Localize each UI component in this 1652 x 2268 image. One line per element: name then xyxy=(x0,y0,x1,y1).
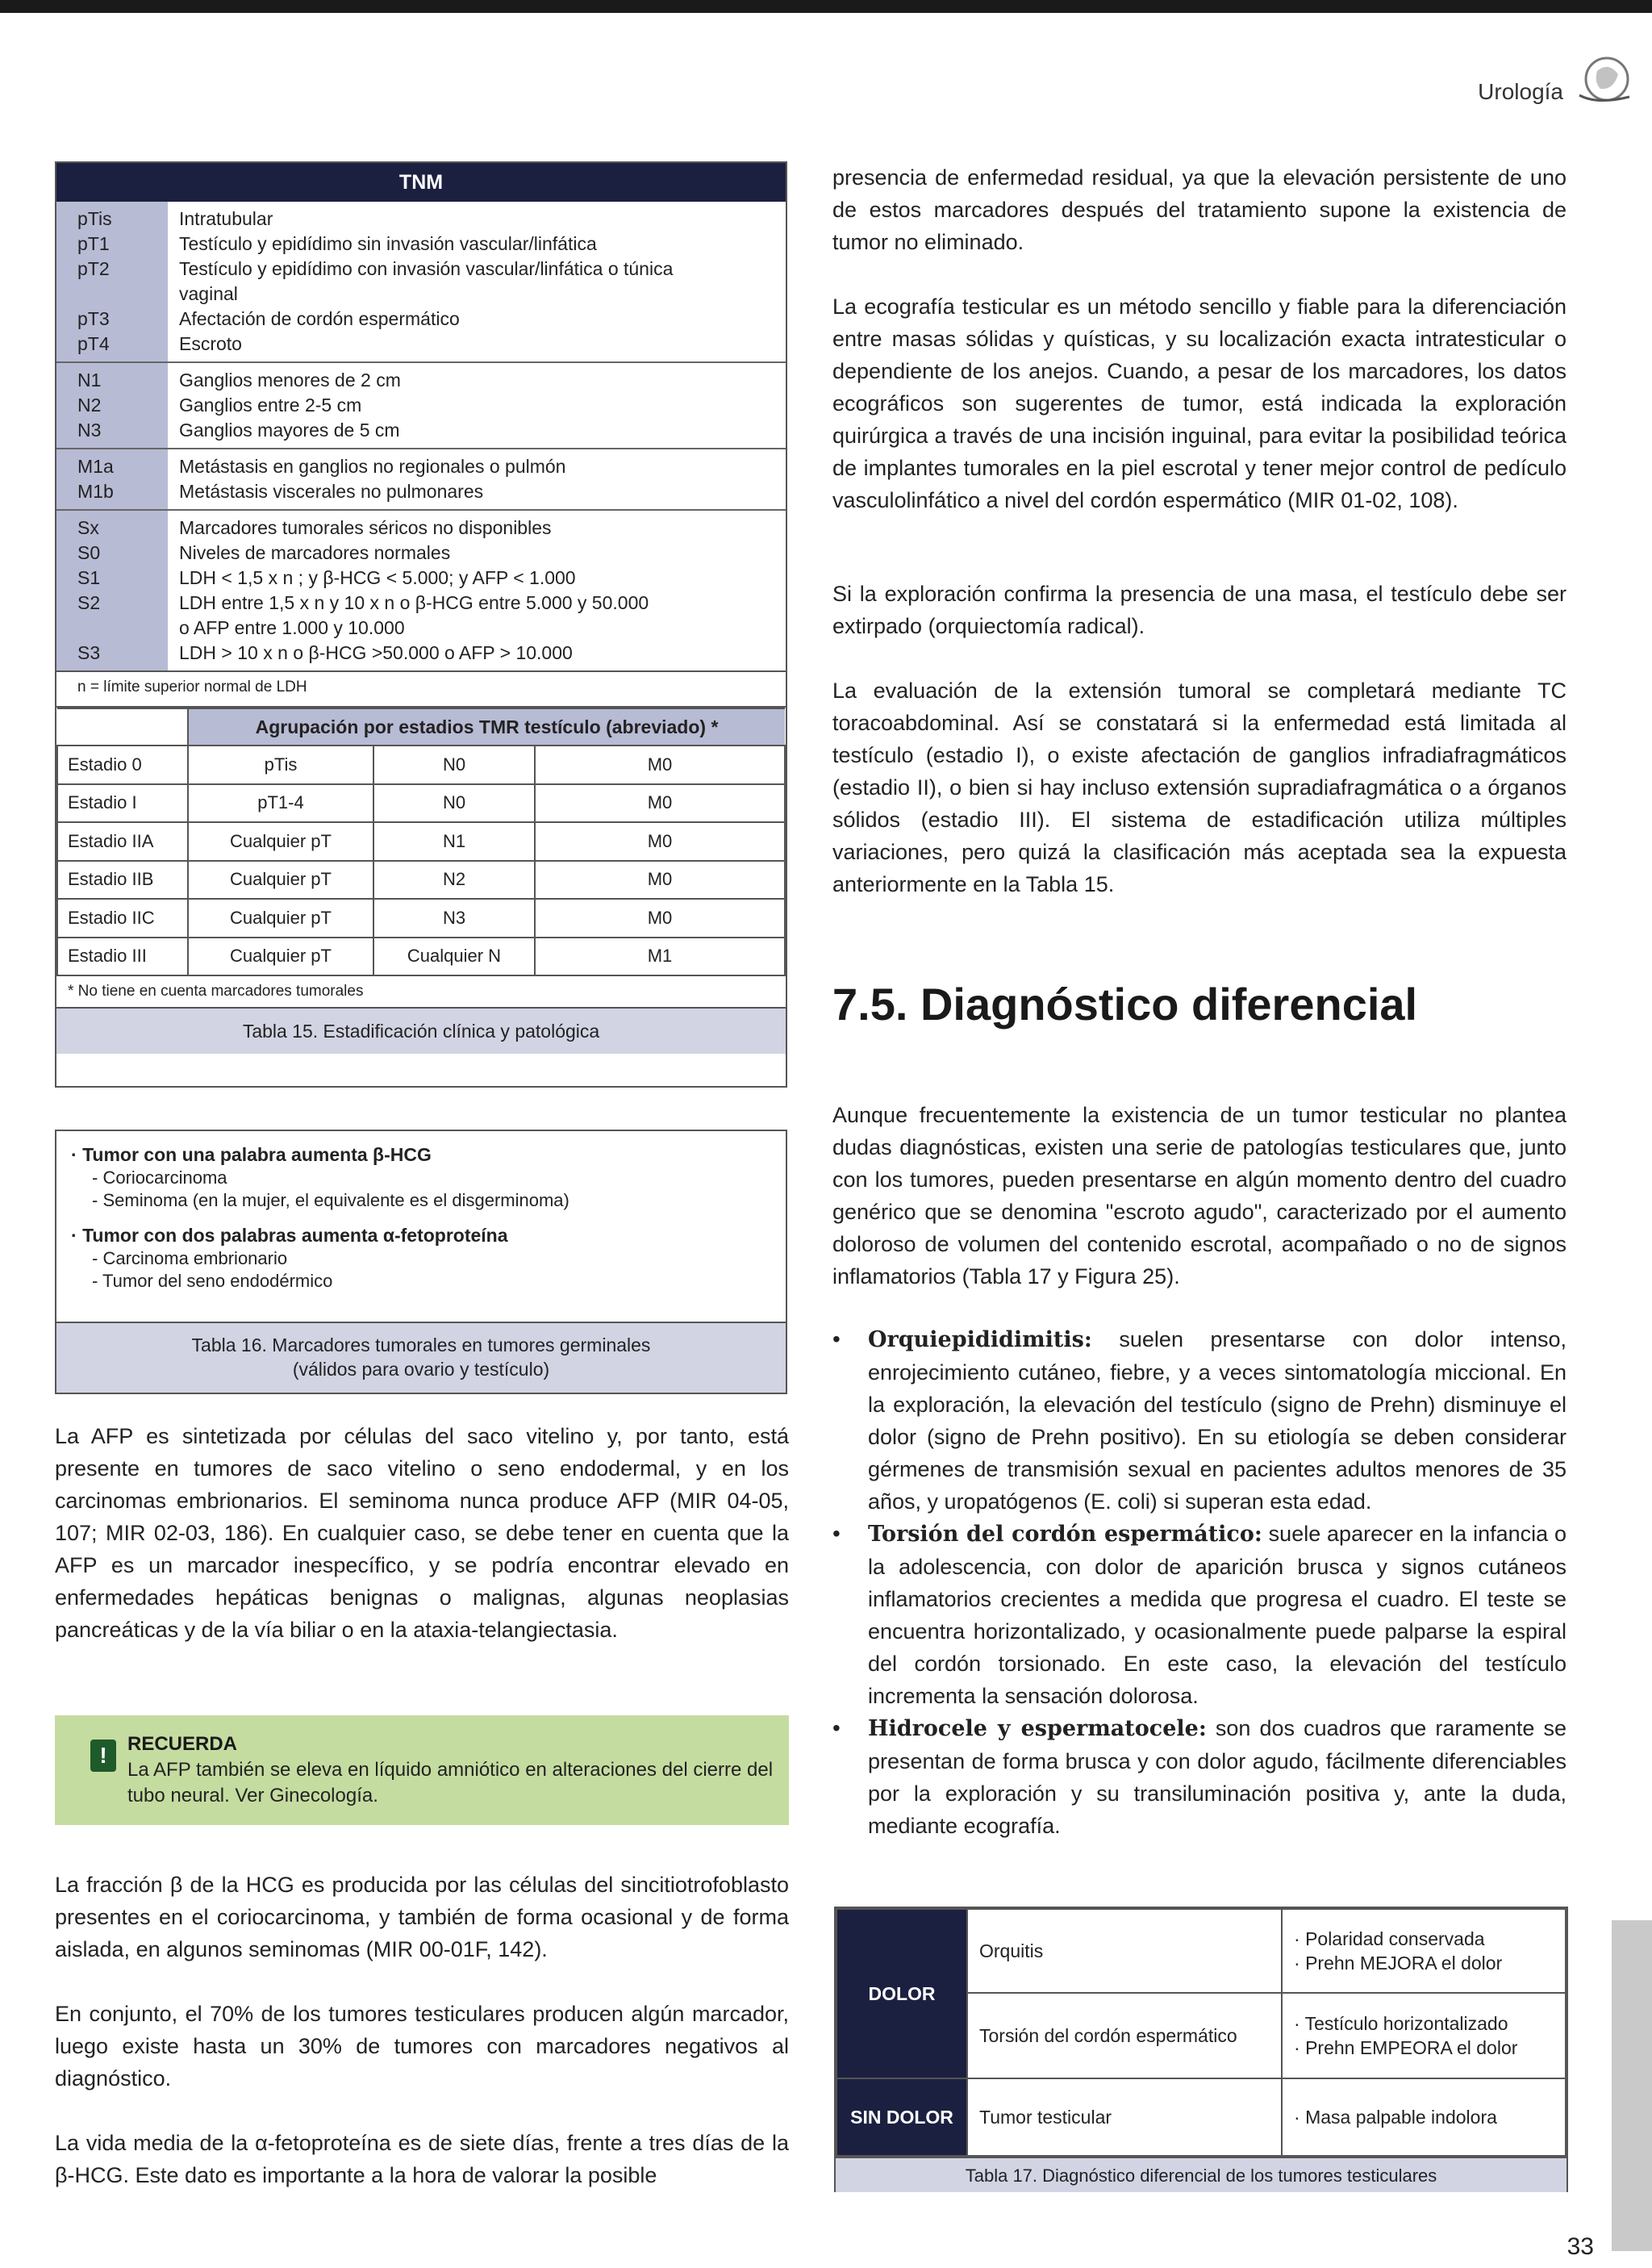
decorative-logo-icon xyxy=(1573,47,1637,111)
stage-cell: Estadio IIC xyxy=(57,899,188,938)
tnm-desc: LDH < 1,5 x n ; y β-HCG < 5.000; y AFP < 1.000 xyxy=(179,567,576,588)
table-row xyxy=(57,899,785,938)
stage-cell: Estadio IIA xyxy=(57,822,188,861)
tnm-desc: Ganglios menores de 2 cm xyxy=(179,370,401,391)
tnm-code: pTis xyxy=(77,208,112,229)
stage-cell: N0 xyxy=(373,784,535,823)
stage-cell: M0 xyxy=(535,822,785,861)
table-row xyxy=(57,861,785,900)
tnm-group-t xyxy=(56,202,786,361)
table-row xyxy=(836,1909,1566,1993)
tnm-code: pT2 xyxy=(77,258,110,279)
stage-cell: N3 xyxy=(373,899,535,938)
marker-item: - Tumor del seno endodérmico xyxy=(92,1271,333,1291)
stage-cell: M0 xyxy=(535,784,785,823)
stage-cell: Cualquier N xyxy=(373,938,535,976)
side-tab xyxy=(1612,1920,1652,2251)
stage-cell: Estadio I xyxy=(57,784,188,823)
tnm-note: n = límite superior normal de LDH xyxy=(56,672,786,708)
stage-cell: pTis xyxy=(188,746,373,784)
tnm-code: N1 xyxy=(77,370,102,391)
top-rule xyxy=(0,0,1652,13)
table-16-caption-line: (válidos para ovario y testículo) xyxy=(292,1359,550,1380)
marker-item: - Carcinoma embrionario xyxy=(92,1248,288,1268)
tnm-code: M1a xyxy=(77,456,114,477)
section-heading: 7.5. Diagnóstico diferencial xyxy=(832,979,1418,1030)
list-item: • Torsión del cordón espermático: suele aparecer en la infancia o la adolescencia, con dolor de aparición brusca y signos cutáneos inflamatorios crecientes a medida que progresa el cuadro. El teste se encuentra horizontalizado, y ocasionalmente puede palparse la espiral del cordón torsionado. En este caso, la elevación del testículo incrementa la sensación dolorosa. xyxy=(832,1518,1566,1712)
table-row xyxy=(57,822,785,861)
tnm-desc: Metástasis viscerales no pulmonares xyxy=(179,481,484,502)
tnm-desc: Ganglios entre 2-5 cm xyxy=(179,395,362,416)
tumor-markers-box xyxy=(55,1130,787,1394)
tnm-code: pT3 xyxy=(77,308,110,329)
stage-cell: M0 xyxy=(535,899,785,938)
tnm-code: Sx xyxy=(77,517,99,538)
stage-cell: Cualquier pT xyxy=(188,822,373,861)
page-number: 33 xyxy=(1566,2233,1594,2260)
marker-item: - Coriocarcinoma xyxy=(92,1167,227,1188)
tnm-desc: Niveles de marcadores normales xyxy=(179,542,451,563)
table-row xyxy=(57,746,785,784)
tnm-code xyxy=(77,282,168,307)
stage-cell: M1 xyxy=(535,938,785,976)
tnm-desc: Marcadores tumorales séricos no disponibles xyxy=(179,517,552,538)
tnm-desc: o AFP entre 1.000 y 10.000 xyxy=(179,617,405,638)
table-row xyxy=(57,938,785,976)
tnm-code: N3 xyxy=(77,420,102,441)
stage-cell: Estadio 0 xyxy=(57,746,188,784)
paragraph: Si la exploración confirma la presencia de una masa, el testículo debe ser extirpado (orquiectomía radical). xyxy=(832,582,1566,638)
paragraph: En conjunto, el 70% de los tumores testiculares producen algún marcador, luego existe hasta un 30% de tumores con marcadores negativos al diagnóstico. xyxy=(55,2002,789,2090)
tnm-code: N2 xyxy=(77,395,102,416)
stage-cell: N1 xyxy=(373,822,535,861)
stage-header-blank xyxy=(57,708,188,746)
dolor-label: DOLOR xyxy=(836,1909,967,2078)
section-name: Urología xyxy=(1478,79,1563,104)
tnm-desc: LDH entre 1,5 x n y 10 x n o β-HCG entre 5.000 y 50.000 xyxy=(179,592,649,613)
table-row xyxy=(57,784,785,823)
paragraph: La vida media de la α-fetoproteína es de siete días, frente a tres días de la β-HCG. Este dato es importante a la hora de valorar la posible xyxy=(55,2131,789,2187)
table-16-caption xyxy=(56,1323,786,1393)
tnm-code: S2 xyxy=(77,592,101,613)
remember-box xyxy=(55,1715,789,1825)
tnm-group-s xyxy=(56,509,786,670)
tnm-desc: vaginal xyxy=(179,283,238,304)
stage-cell: pT1-4 xyxy=(188,784,373,823)
stage-cell: M0 xyxy=(535,861,785,900)
tnm-code: S1 xyxy=(77,567,101,588)
sin-dolor-label: SIN DOLOR xyxy=(836,2078,967,2156)
table-17 xyxy=(834,1907,1568,2192)
tnm-staging-box xyxy=(55,161,787,1088)
stage-note: * No tiene en cuenta marcadores tumorales xyxy=(56,976,786,1009)
ddx-bullet-list xyxy=(832,1323,1566,1842)
list-item: • Hidrocele y espermatocele: son dos cuadros que raramente se presentan de forma brusca y con dolor agudo, fácilmente diferenciables por la exploración y su transiluminación positiva y, ante la duda, mediante ecografía. xyxy=(832,1712,1566,1842)
marker-item: - Seminoma (en la mujer, el equivalente es el disgerminoma) xyxy=(92,1190,569,1210)
stage-cell: Cualquier pT xyxy=(188,861,373,900)
table-15-caption: Tabla 15. Estadificación clínica y patológica xyxy=(56,1009,786,1054)
tnm-groups xyxy=(56,202,786,672)
tnm-code xyxy=(77,616,168,641)
ddx-name: Tumor testicular xyxy=(967,2078,1282,2156)
remember-title: RECUERDA xyxy=(127,1733,238,1755)
paragraph: La ecografía testicular es un método sencillo y fiable para la diferenciación entre masas sólidas y quísticas, y su localización exacta intratesticular o dependiente de los anejos. Cuando, a pesar de los marcadores, los datos ecográficos son sugerentes de tumor, está indicada la exploración quirúrgica a través de una incisión inguinal, para evitar la posibilidad teórica de implantes tumorales en la piel escrotal y tener mejor control de pedículo vasculolinfático a nivel del cordón espermático (MIR 01-02, 108). xyxy=(832,294,1566,512)
list-item: • Orquiepididimitis: suelen presentarse con dolor intenso, enrojecimiento cutáneo, fiebre, y a veces sintomatología miccional. En la exploración, la elevación del testículo (signo de Prehn) disminuye el dolor (signo de Prehn positivo). En su etiología se deben considerar gérmenes de transmisión sexual en pacientes adultos menores de 35 años, y uropatógenos (E. coli) si superan esta edad. xyxy=(832,1323,1566,1518)
paragraph: La evaluación de la extensión tumoral se completará mediante TC toracoabdominal. Así se constatará si la enfermedad está limitada al testículo (estadio I), o existe afectación de ganglios infradiafragmáticos (estadio II), o bien si hay incluso extensión supradiafragmática o a órganos sólidos (estadio III). El sistema de estadificación utiliza múltiples variaciones, pero quizá la clasificación más aceptada sea la expuesta anteriormente en la Tabla 15. xyxy=(832,679,1566,896)
tnm-desc: LDH > 10 x n o β-HCG >50.000 o AFP > 10.000 xyxy=(179,642,573,663)
marker-group-heading: · Tumor con una palabra aumenta β-HCG xyxy=(71,1144,432,1165)
marker-group-heading: · Tumor con dos palabras aumenta α-fetoproteína xyxy=(71,1225,508,1246)
tnm-desc: Testículo y epidídimo sin invasión vascular/linfática xyxy=(179,233,597,254)
remember-text: La AFP también se eleva en líquido amniótico en alteraciones del cierre del tubo neural. Ver Ginecología. xyxy=(127,1759,774,1806)
stage-table-header: Agrupación por estadios TMR testículo (abreviado) * xyxy=(188,708,785,746)
ddx-signs: · Polaridad conservada · Prehn MEJORA el dolor xyxy=(1282,1909,1566,1993)
ddx-table xyxy=(836,1908,1566,2157)
tnm-code: S3 xyxy=(77,642,101,663)
paragraph: presencia de enfermedad residual, ya que la elevación persistente de uno de estos marcadores después del tratamiento supone la existencia de tumor no eliminado. xyxy=(832,165,1566,254)
tnm-title: TNM xyxy=(56,163,786,202)
stage-cell: Estadio IIB xyxy=(57,861,188,900)
tnm-code: M1b xyxy=(77,481,114,502)
paragraph: Aunque frecuentemente la existencia de un tumor testicular no plantea dudas diagnósticas, existen una serie de patologías testiculares que, junto con los tumores, pueden presentarse en algún momento dentro del cuadro genérico que se denomina "escroto agudo", caracterizado por el aumento doloroso de volumen del contenido escrotal, acompañado o no de signos inflamatorios (Tabla 17 y Figura 25). xyxy=(832,1103,1566,1289)
stage-cell: Estadio III xyxy=(57,938,188,976)
table-row xyxy=(836,2078,1566,2156)
tnm-desc: Intratubular xyxy=(179,208,273,229)
stage-cell: N2 xyxy=(373,861,535,900)
stage-cell: N0 xyxy=(373,746,535,784)
stage-table xyxy=(56,708,786,976)
stage-cell: Cualquier pT xyxy=(188,938,373,976)
ddx-name: Torsión del cordón espermático xyxy=(967,1993,1282,2078)
tnm-code: pT1 xyxy=(77,233,110,254)
ddx-name: Orquitis xyxy=(967,1909,1282,1993)
alert-icon: ! xyxy=(90,1740,116,1772)
tnm-code: S0 xyxy=(77,542,101,563)
tnm-desc: Testículo y epidídimo con invasión vascular/linfática o túnica xyxy=(179,258,674,279)
tnm-code: pT4 xyxy=(77,333,110,354)
ddx-signs: · Masa palpable indolora xyxy=(1282,2078,1566,2156)
ddx-signs: · Testículo horizontalizado · Prehn EMPEORA el dolor xyxy=(1282,1993,1566,2078)
tnm-desc: Ganglios mayores de 5 cm xyxy=(179,420,400,441)
tnm-group-n xyxy=(56,361,786,448)
table-17-caption: Tabla 17. Diagnóstico diferencial de los tumores testiculares xyxy=(836,2157,1566,2192)
tnm-desc: Escroto xyxy=(179,333,242,354)
table-16-caption-line: Tabla 16. Marcadores tumorales en tumores germinales xyxy=(191,1334,651,1355)
tnm-desc: Metástasis en ganglios no regionales o pulmón xyxy=(179,456,566,477)
paragraph: La fracción β de la HCG es producida por las células del sincitiotrofoblasto presentes en el coriocarcinoma, y también de forma ocasional y de forma aislada, en algunos seminomas (MIR 00-01F, 142). xyxy=(55,1873,789,1961)
tnm-desc: Afectación de cordón espermático xyxy=(179,308,460,329)
paragraph: La AFP es sintetizada por células del saco vitelino y, por tanto, está presente en tumores de saco vitelino o seno endodermal, y en los carcinomas embrionarios. El seminoma nunca produce AFP (MIR 04-05, 107; MIR 02-03, 186). En cualquier caso, se debe tener en cuenta que la AFP es un marcador inespecífico, y se podría encontrar elevado en enfermedades hepáticas benignas o malignas, algunas neoplasias pancreáticas y de la vía biliar o en la ataxia-telangiectasia. xyxy=(55,1424,789,1642)
tnm-group-m xyxy=(56,448,786,509)
stage-cell: Cualquier pT xyxy=(188,899,373,938)
stage-cell: M0 xyxy=(535,746,785,784)
